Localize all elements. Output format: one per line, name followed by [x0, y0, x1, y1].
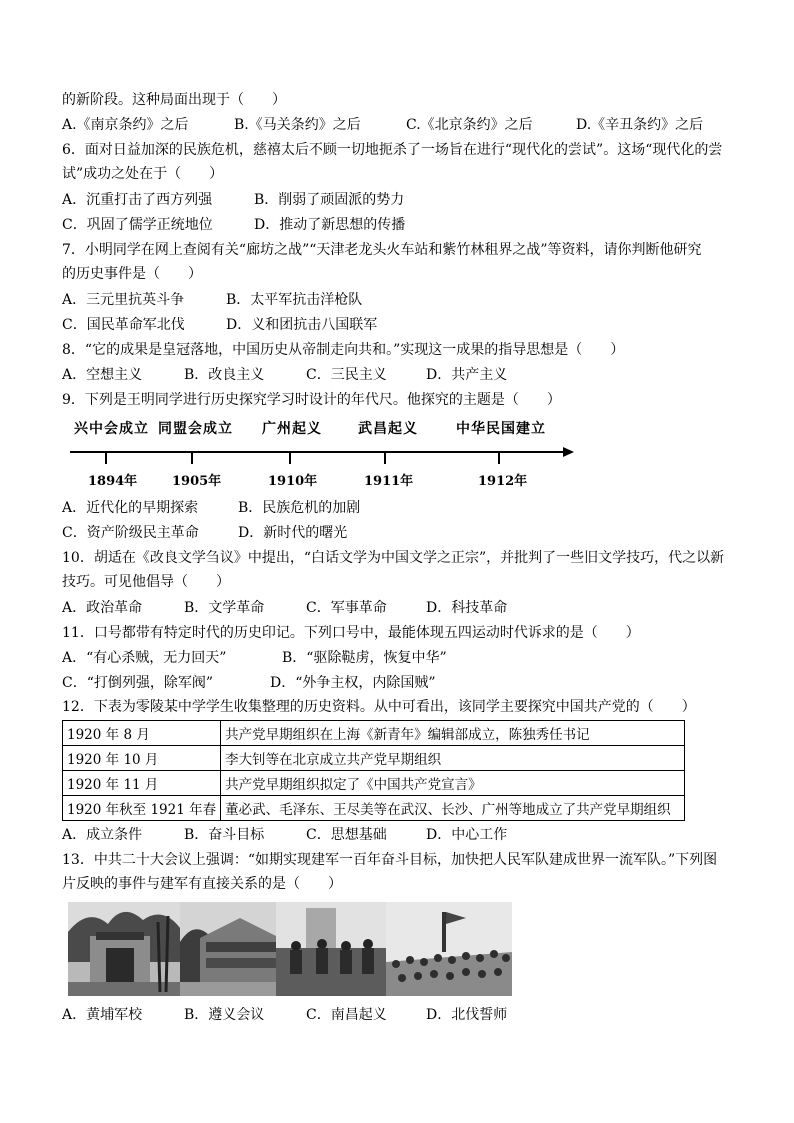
q12-option-c[interactable]: C．思想基础	[306, 827, 387, 843]
q9-option-b[interactable]: B．民族危机的加剧	[238, 500, 361, 516]
q11-option-a[interactable]: A．“有心杀贼，无力回天”	[62, 650, 227, 666]
q9-option-d[interactable]: D．新时代的曙光	[238, 525, 348, 541]
photo-b	[180, 902, 276, 996]
table-cell-date: 1920 年秋至 1921 年春	[63, 796, 221, 821]
q13-option-c[interactable]: C．南昌起义	[306, 1007, 387, 1023]
table-cell-event: 共产党早期组织拟定了《中国共产党宣言》	[221, 771, 685, 796]
q13-stem-line2: 片反映的事件与建军有直接关系的是（ ）	[62, 876, 342, 892]
q6-stem-line1: 6．面对日益加深的民族危机，慈禧太后不顾一切地扼杀了一场旨在进行“现代化的尝试”。这场“现代化的尝	[62, 142, 723, 158]
q10-stem-line1: 10．胡适在《改良文学刍议》中提出，“白话文学为中国文学之正宗”，并批判了一些旧文学技巧，代之以新	[62, 550, 725, 566]
q13-option-d[interactable]: D．北伐誓师	[426, 1007, 508, 1023]
q13-option-b[interactable]: B．遵义会议	[184, 1007, 265, 1023]
q6-option-c[interactable]: C．巩固了儒学正统地位	[62, 217, 213, 233]
q5-option-b[interactable]: B.《马关条约》之后	[234, 117, 361, 133]
table-row	[63, 796, 685, 821]
q7-option-c[interactable]: C．国民革命军北伐	[62, 317, 185, 333]
table-row	[63, 746, 685, 771]
timeline-year-3: 1910年	[268, 474, 318, 489]
photo-d	[386, 902, 512, 996]
q7-stem-line2: 的历史事件是（ ）	[62, 266, 202, 282]
q5-option-c[interactable]: C.《北京条约》之后	[406, 117, 533, 133]
q11-option-b[interactable]: B．“驱除鞑虏，恢复中华”	[282, 650, 447, 666]
timeline-event-1: 兴中会成立	[74, 421, 149, 437]
q12-stem: 12．下表为零陵某中学学生收集整理的历史资料。从中可看出，该同学主要探究中国共产党的（ ）	[62, 699, 696, 715]
timeline-event-3: 广州起义	[262, 421, 322, 437]
q7-option-a[interactable]: A．三元里抗英斗争	[62, 292, 185, 308]
table-row	[63, 771, 685, 796]
q11-option-d[interactable]: D．“外争主权，内除国贼”	[270, 675, 436, 691]
timeline-year-4: 1911年	[364, 474, 414, 489]
q6-stem-line2: 试”成功之处在于（ ）	[62, 166, 224, 182]
q10-option-c[interactable]: C．军事革命	[306, 600, 387, 616]
table-cell-event: 董必武、毛泽东、王尽美等在武汉、长沙、广州等地成立了共产党早期组织	[221, 796, 685, 821]
q5-stem: 的新阶段。这种局面出现于（ ）	[62, 92, 286, 108]
q11-option-c[interactable]: C．“打倒列强，除军阀”	[62, 675, 214, 691]
q8-option-c[interactable]: C．三民主义	[306, 367, 387, 383]
q11-stem: 11．口号都带有特定时代的历史印记。下列口号中，最能体现五四运动时代诉求的是（ ）	[62, 625, 640, 641]
q8-option-b[interactable]: B．改良主义	[184, 367, 265, 383]
q8-option-d[interactable]: D．共产主义	[426, 367, 508, 383]
historical-photos	[68, 902, 512, 996]
q10-option-b[interactable]: B．文学革命	[184, 600, 265, 616]
q6-option-b[interactable]: B．削弱了顽固派的势力	[254, 192, 405, 208]
era-timeline	[62, 418, 582, 490]
q6-option-a[interactable]: A．沉重打击了西方列强	[62, 192, 213, 208]
q12-option-a[interactable]: A．成立条件	[62, 827, 143, 843]
q10-option-a[interactable]: A．政治革命	[62, 600, 143, 616]
history-table	[62, 720, 685, 821]
table-cell-date: 1920 年 10 月	[63, 746, 221, 771]
q7-stem-line1: 7．小明同学在网上查阅有关“廊坊之战”“天津老龙头火车站和紫竹林租界之战”等资料，请你判断他研究	[62, 242, 702, 258]
photo-c	[276, 902, 386, 996]
table-row	[63, 721, 685, 746]
timeline-event-2: 同盟会成立	[158, 421, 233, 437]
q6-option-d[interactable]: D．推动了新思想的传播	[254, 217, 406, 233]
table-cell-date: 1920 年 11 月	[63, 771, 221, 796]
q10-option-d[interactable]: D．科技革命	[426, 600, 508, 616]
q8-option-a[interactable]: A．空想主义	[62, 367, 143, 383]
q7-option-b[interactable]: B．太平军抗击洋枪队	[226, 292, 363, 308]
timeline-year-5: 1912年	[478, 474, 528, 489]
timeline-event-4: 武昌起义	[358, 421, 418, 437]
q7-option-d[interactable]: D．义和团抗击八国联军	[226, 317, 378, 333]
photo-a	[68, 902, 180, 996]
table-cell-event: 李大钊等在北京成立共产党早期组织	[221, 746, 685, 771]
q5-option-a[interactable]: A.《南京条约》之后	[62, 117, 189, 133]
q12-option-d[interactable]: D．中心工作	[426, 827, 508, 843]
timeline-year-1: 1894年	[88, 474, 138, 489]
q5-option-d[interactable]: D.《辛丑条约》之后	[576, 117, 704, 133]
q9-stem: 9．下列是王明同学进行历史探究学习时设计的年代尺。他探究的主题是（ ）	[62, 392, 561, 408]
table-cell-event: 共产党早期组织在上海《新青年》编辑部成立，陈独秀任书记	[221, 721, 685, 746]
table-cell-date: 1920 年 8 月	[63, 721, 221, 746]
q9-option-a[interactable]: A．近代化的早期探索	[62, 500, 199, 516]
q9-option-c[interactable]: C．资产阶级民主革命	[62, 525, 199, 541]
timeline-event-5: 中华民国建立	[456, 421, 546, 437]
q13-stem-line1: 13．中共二十大会议上强调：“如期实现建军一百年奋斗目标，加快把人民军队建成世界一流军队。”下列图	[62, 852, 718, 868]
q12-option-b[interactable]: B．奋斗目标	[184, 827, 265, 843]
q13-option-a[interactable]: A．黄埔军校	[62, 1007, 143, 1023]
q10-stem-line2: 技巧。可见他倡导（ ）	[62, 574, 230, 590]
q8-stem: 8．“它的成果是皇冠落地，中国历史从帝制走向共和。”实现这一成果的指导思想是（ ）	[62, 342, 625, 358]
timeline-year-2: 1905年	[172, 474, 222, 489]
